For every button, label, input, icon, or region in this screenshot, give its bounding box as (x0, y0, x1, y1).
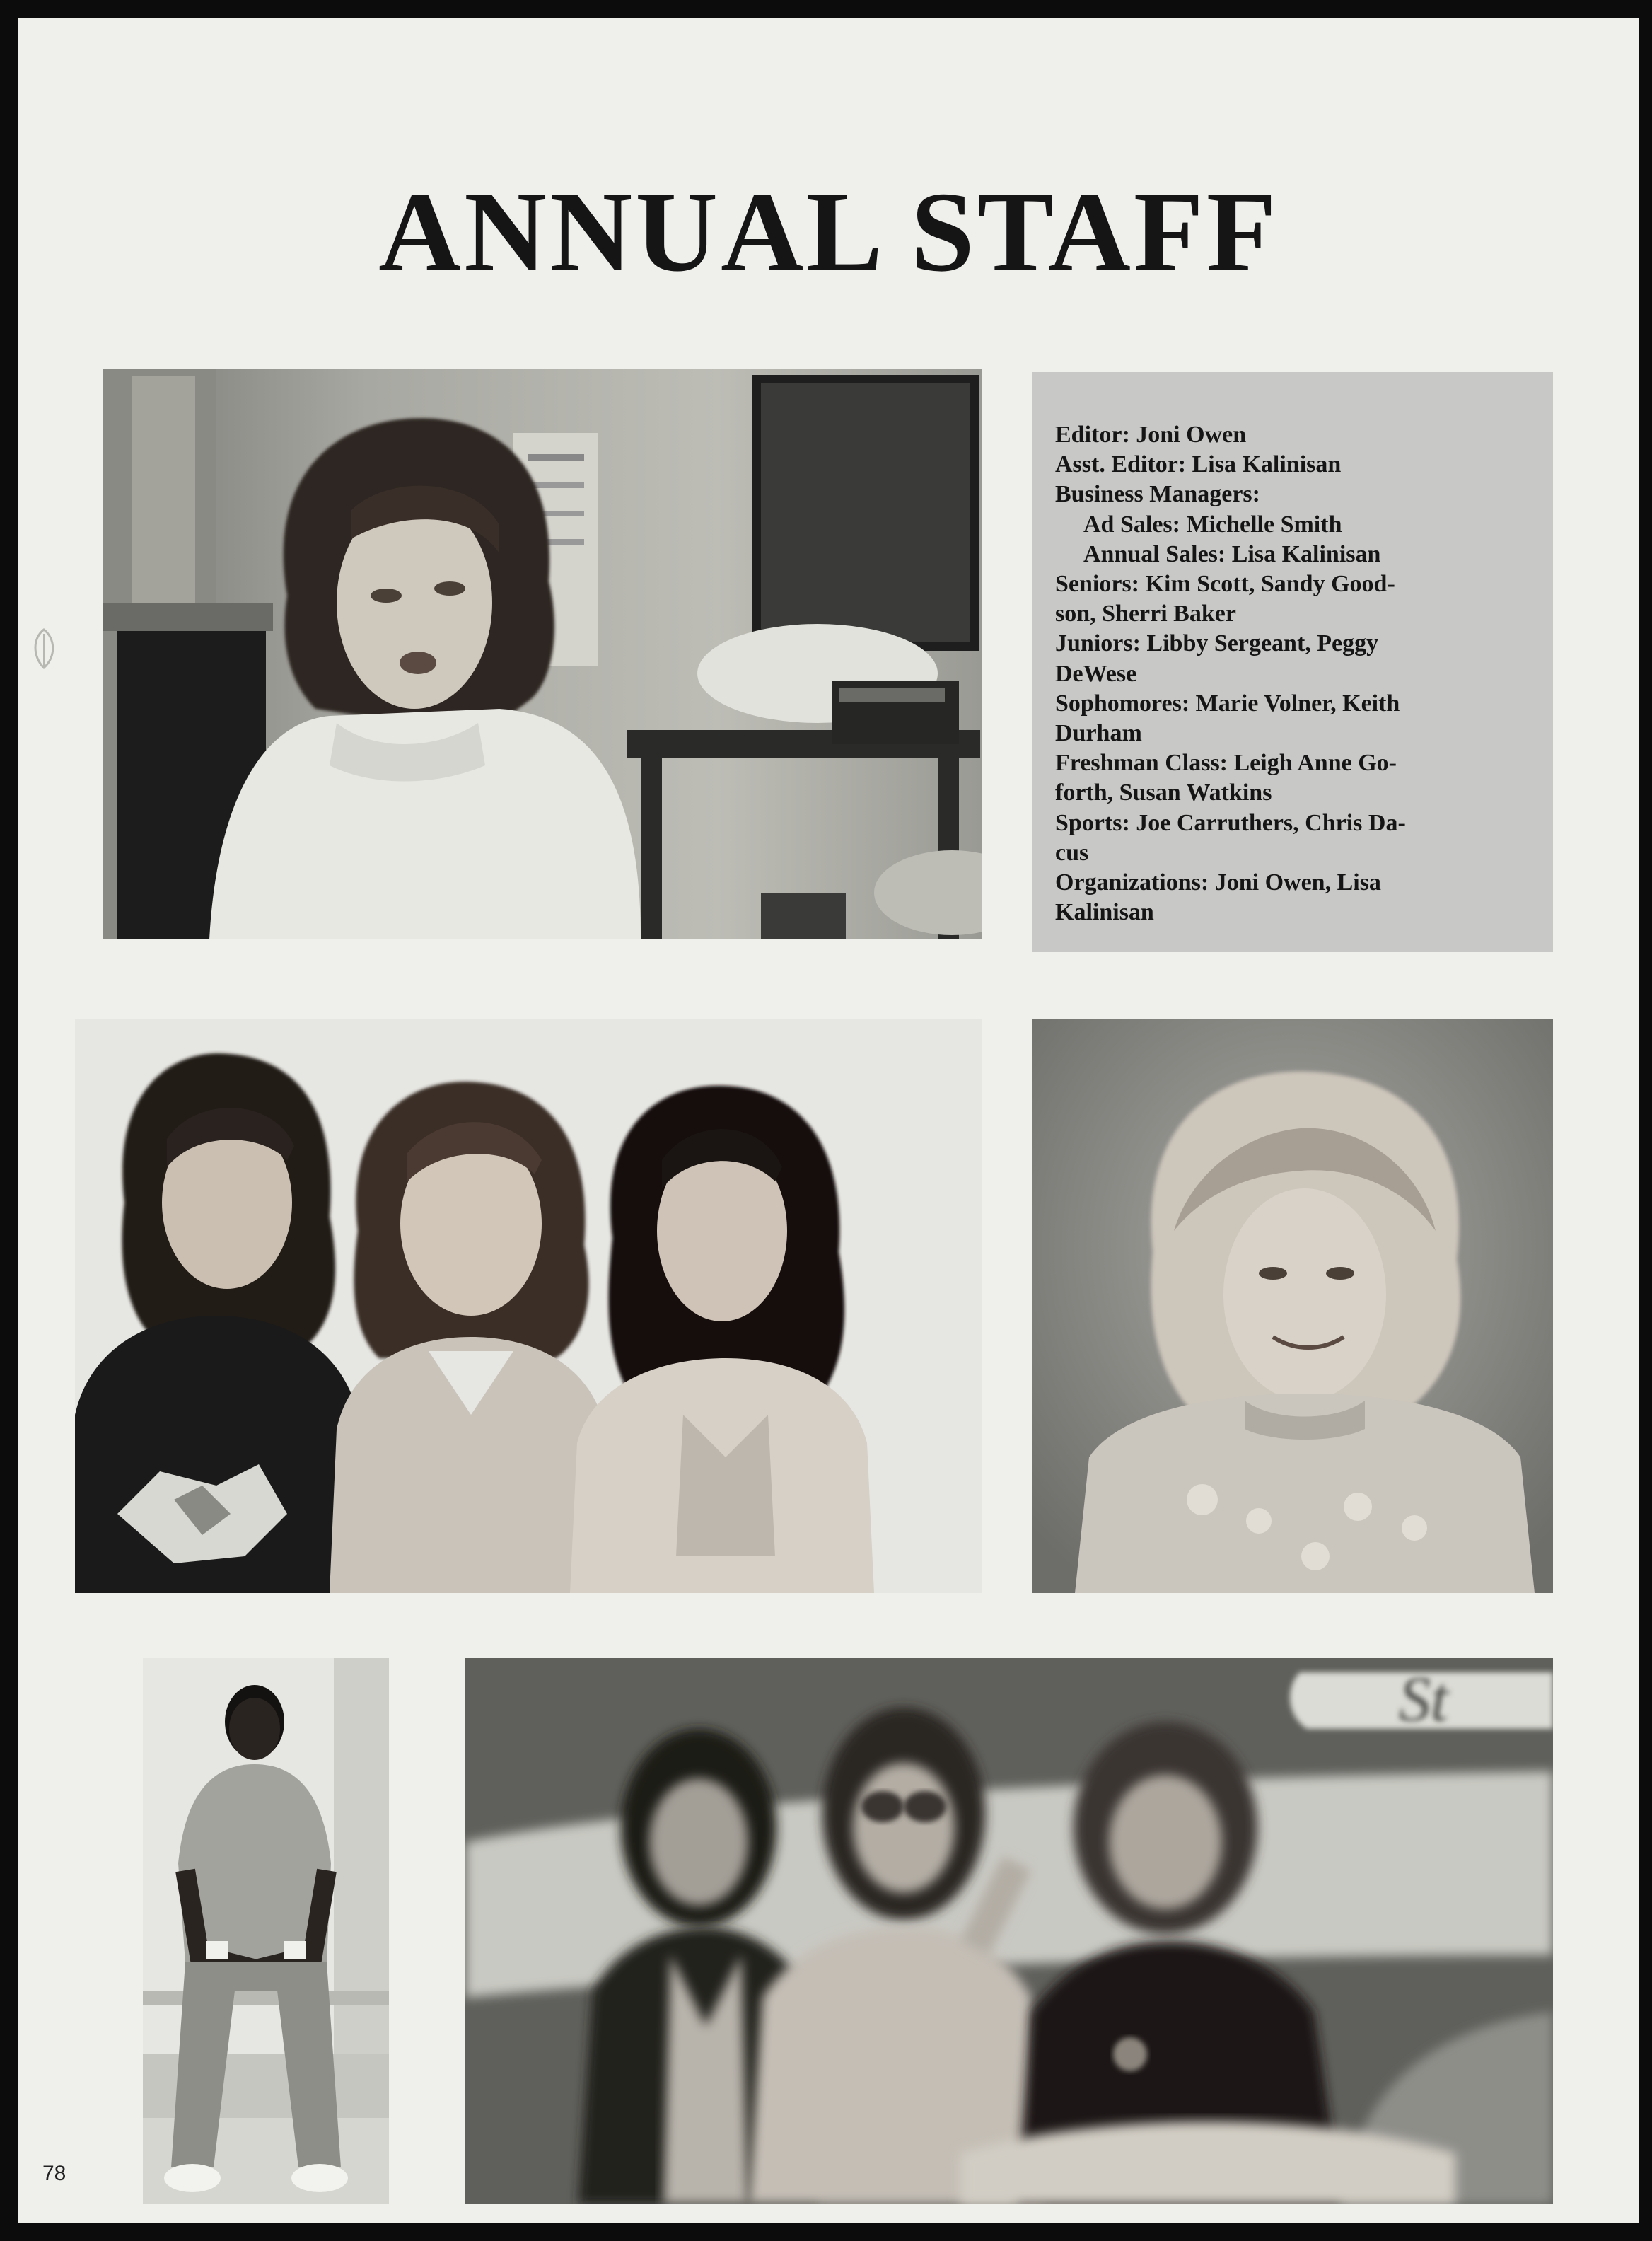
credit-line-seniors: Seniors: Kim Scott, Sandy Good- (1055, 571, 1395, 598)
credit-line-juniors-cont: DeWese (1055, 660, 1137, 687)
sign-lettering: St (1399, 1664, 1449, 1735)
credit-line-ad-sales: Ad Sales: Michelle Smith (1083, 511, 1342, 538)
photo-girl-portrait (1032, 1019, 1553, 1593)
photo-group-with-sign (465, 1658, 1553, 2204)
credit-line-juniors: Juniors: Libby Sergeant, Peggy (1055, 630, 1379, 657)
photo-editor-at-desk (103, 369, 982, 939)
credit-line-organizations: Organizations: Joni Owen, Lisa (1055, 869, 1381, 896)
credit-line-editor: Editor: Joni Owen (1055, 422, 1247, 448)
credit-line-organizations-cont: Kalinisan (1055, 899, 1154, 926)
photo-boy-on-steps (143, 1658, 389, 2204)
yearbook-page (18, 18, 1639, 2223)
staff-credits-box (1032, 372, 1553, 952)
credit-line-freshman-cont: forth, Susan Watkins (1055, 780, 1272, 806)
credit-line-business-managers: Business Managers: (1055, 481, 1260, 508)
credit-line-sophomores: Sophomores: Marie Volner, Keith (1055, 690, 1400, 717)
credit-line-seniors-cont: son, Sherri Baker (1055, 601, 1236, 627)
credit-line-freshman: Freshman Class: Leigh Anne Go- (1055, 750, 1397, 777)
credit-line-annual-sales: Annual Sales: Lisa Kalinisan (1083, 540, 1381, 567)
page-number: 78 (42, 2162, 66, 2185)
credit-line-asst-editor: Asst. Editor: Lisa Kalinisan (1055, 451, 1342, 478)
credit-line-sports: Sports: Joe Carruthers, Chris Da- (1055, 809, 1406, 836)
credit-line-sports-cont: cus (1055, 839, 1089, 866)
credit-line-sophomores-cont: Durham (1055, 720, 1142, 747)
leaf-mark-icon (28, 628, 59, 671)
photo-three-girls (75, 1019, 982, 1593)
page-title: ANNUAL STAFF (378, 169, 1279, 296)
